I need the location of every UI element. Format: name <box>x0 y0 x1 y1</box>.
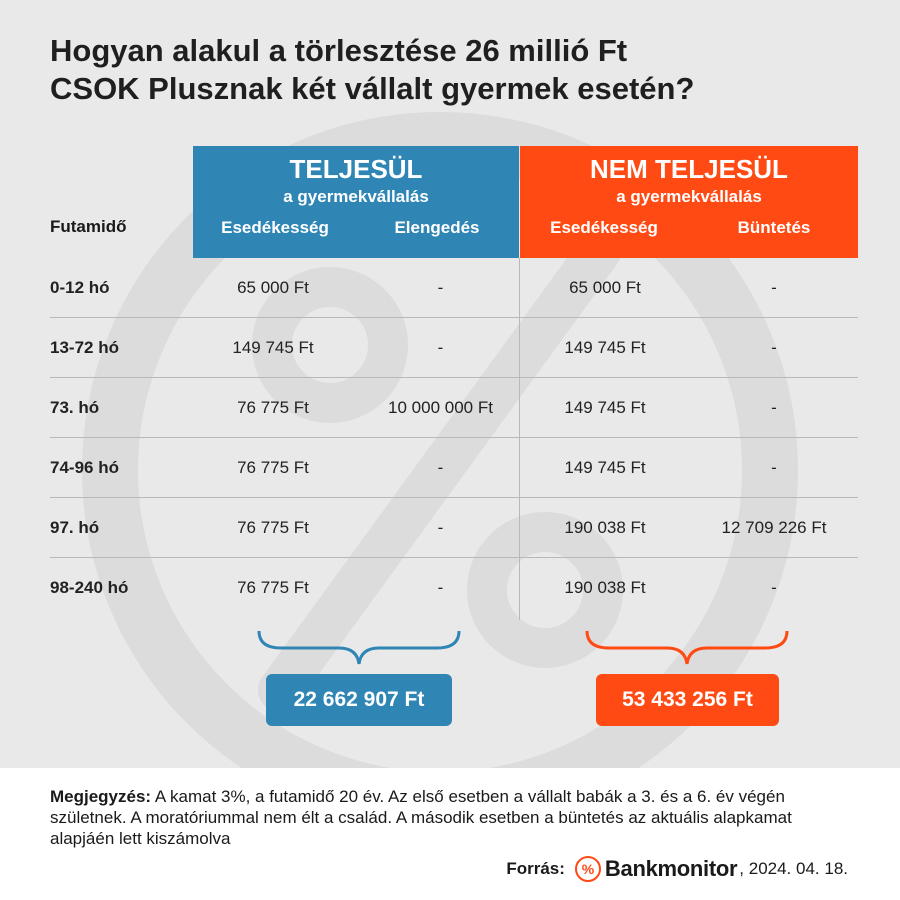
note <box>50 786 860 849</box>
cell-due-fulfilled: 65 000 Ft <box>237 278 309 297</box>
note-text: A kamat 3%, a futamidő 20 év. Az első esetben a vállalt babák a 3. és a 6. év végén születnek. A moratóriummal nem élt a család. A második esetben a büntetés az aktuális alapkamat alapjáén lett kiszámolva <box>50 787 792 848</box>
title-line-2: CSOK Plusznak két vállalt gyermek esetén? <box>50 71 695 106</box>
bankmonitor-logo-icon: % <box>575 856 601 882</box>
cell-due-fulfilled: 76 775 Ft <box>237 578 309 597</box>
cell-period: 98-240 hó <box>50 578 129 597</box>
brace-fulfilled-icon <box>256 628 462 668</box>
page-title <box>50 32 870 108</box>
cell-release: - <box>437 278 444 297</box>
cell-due-not-fulfilled: 149 745 Ft <box>564 458 646 477</box>
row-label-header: Futamidő <box>50 217 127 236</box>
cell-release: - <box>437 578 444 597</box>
table-row <box>50 498 858 558</box>
cell-penalty: - <box>771 458 777 477</box>
cell-due-fulfilled: 76 775 Ft <box>237 518 309 537</box>
total-not-fulfilled: 53 433 256 Ft <box>596 674 779 726</box>
footer <box>0 768 900 900</box>
cell-period: 13-72 hó <box>50 338 119 357</box>
cell-period: 0-12 hó <box>50 278 110 297</box>
header-fulfilled <box>193 146 519 258</box>
cell-period: 73. hó <box>50 398 100 417</box>
cell-period: 74-96 hó <box>50 458 119 477</box>
table-row <box>50 378 858 438</box>
cell-penalty: 12 709 226 Ft <box>721 518 827 537</box>
header-not-fulfilled-sub: a gyermekvállalás <box>616 187 762 206</box>
cell-due-fulfilled: 149 745 Ft <box>232 338 314 357</box>
table-row <box>50 258 858 318</box>
total-fulfilled: 22 662 907 Ft <box>266 674 452 726</box>
bankmonitor-logo-text: Bankmonitor <box>604 856 738 881</box>
header-not-fulfilled-col-penalty: Büntetés <box>737 218 811 237</box>
table-row <box>50 318 858 378</box>
note-label: Megjegyzés: <box>50 787 152 806</box>
header-not-fulfilled-main: NEM TELJESÜL <box>590 154 788 184</box>
cell-due-not-fulfilled: 190 038 Ft <box>564 518 646 537</box>
title-line-1: Hogyan alakul a törlesztése 26 millió Ft <box>50 33 628 68</box>
source-label: Forrás: <box>506 859 565 878</box>
header-fulfilled-main: TELJESÜL <box>289 154 423 184</box>
header-fulfilled-col-release: Elengedés <box>394 218 480 237</box>
header-not-fulfilled <box>520 146 858 258</box>
cell-due-not-fulfilled: 65 000 Ft <box>569 278 641 297</box>
cell-release: 10 000 000 Ft <box>388 398 493 417</box>
cell-penalty: - <box>771 578 777 597</box>
header-fulfilled-col-due: Esedékesség <box>221 218 329 237</box>
cell-period: 97. hó <box>50 518 100 537</box>
brace-not-fulfilled-icon <box>584 628 790 668</box>
cell-release: - <box>437 458 444 477</box>
cell-due-not-fulfilled: 190 038 Ft <box>564 578 646 597</box>
cell-penalty: - <box>771 278 777 297</box>
source-date: , 2024. 04. 18. <box>739 859 848 878</box>
header-not-fulfilled-col-due: Esedékesség <box>550 218 658 237</box>
cell-due-fulfilled: 76 775 Ft <box>237 398 309 417</box>
cell-due-not-fulfilled: 149 745 Ft <box>564 338 646 357</box>
cell-penalty: - <box>771 338 777 357</box>
cell-due-fulfilled: 76 775 Ft <box>237 458 309 477</box>
header-fulfilled-sub: a gyermekvállalás <box>283 187 429 206</box>
cell-penalty: - <box>771 398 777 417</box>
table-row <box>50 438 858 498</box>
source <box>506 856 848 882</box>
table-row <box>50 558 858 618</box>
cell-due-not-fulfilled: 149 745 Ft <box>564 398 646 417</box>
cell-release: - <box>437 338 444 357</box>
cell-release: - <box>437 518 444 537</box>
